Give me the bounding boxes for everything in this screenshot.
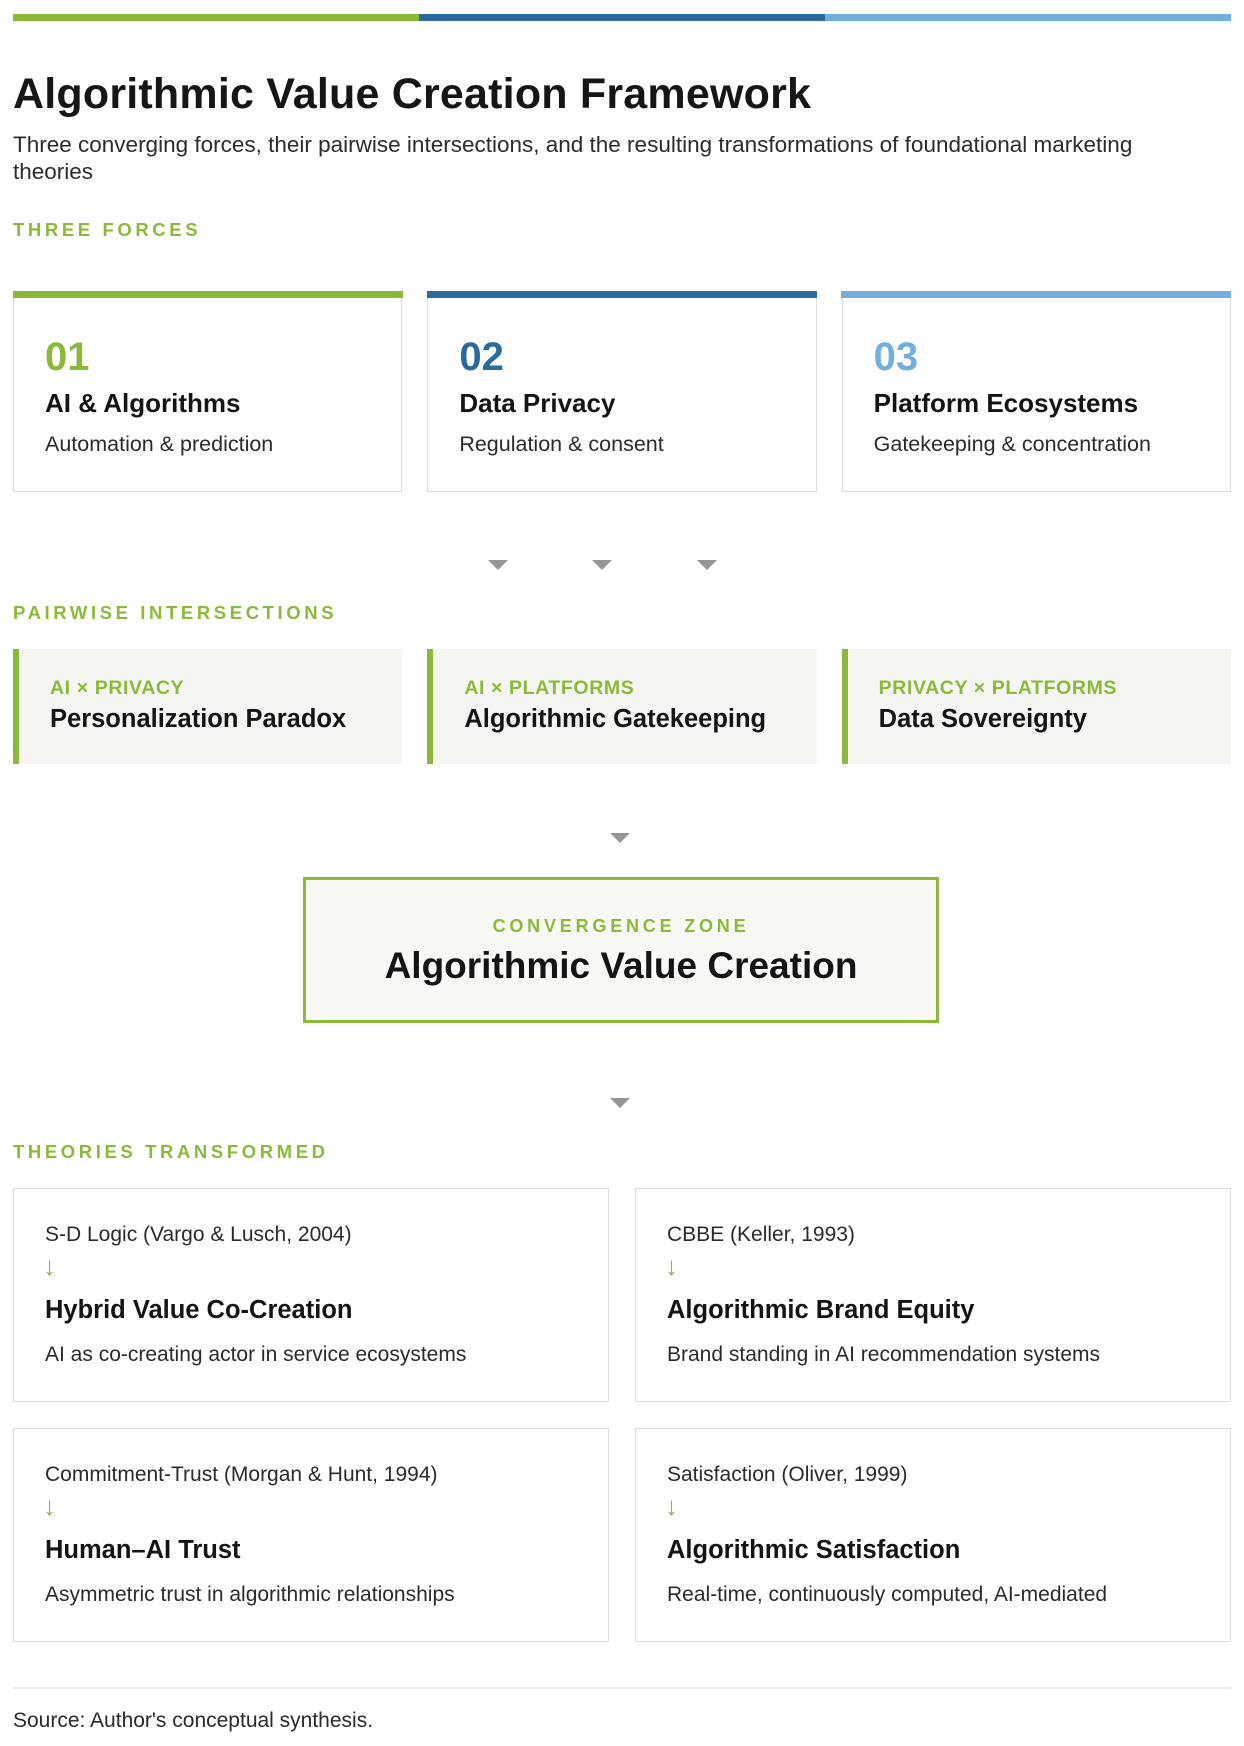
down-arrow-icon: ↓ (43, 1251, 56, 1281)
force-accent-bar (427, 291, 817, 298)
down-triangle-icon (488, 560, 508, 570)
force-number: 03 (873, 335, 919, 379)
theory-desc: Asymmetric trust in algorithmic relationships (45, 1583, 455, 1606)
pair-name: Algorithmic Gatekeeping (464, 705, 767, 733)
force-name: Platform Ecosystems (873, 388, 1139, 418)
force-accent-bar (13, 291, 403, 298)
force-card-ai (13, 291, 402, 492)
pair-tag: AI × PLATFORMS (464, 677, 635, 699)
force-card-privacy (427, 291, 816, 492)
theories-grid (13, 1188, 1231, 1642)
forces-row (13, 291, 1231, 492)
down-triangle-icon (610, 833, 630, 843)
down-triangle-icon (697, 560, 717, 570)
theory-card-sd-logic (13, 1188, 609, 1402)
down-triangle-icon (610, 1098, 630, 1108)
theory-desc: Brand standing in AI recommendation systems (667, 1343, 1101, 1366)
theory-desc: AI as co-creating actor in service ecosystems (45, 1343, 467, 1366)
pair-card-ai-privacy (13, 649, 402, 764)
top-bar-dark-blue (419, 14, 825, 21)
top-color-bar (13, 14, 1231, 21)
force-desc: Gatekeeping & concentration (873, 432, 1151, 456)
section-label-forces: THREE FORCES (13, 219, 202, 240)
down-arrow-icon: ↓ (665, 1491, 678, 1521)
page-subtitle: Three converging forces, their pairwise intersections, and the resulting transformations of foundational marketing theories (13, 132, 1133, 184)
pair-card-privacy-platforms (842, 649, 1231, 764)
theory-original: Satisfaction (Oliver, 1999) (667, 1463, 908, 1486)
down-arrow-icon: ↓ (43, 1491, 56, 1521)
pair-name: Data Sovereignty (878, 705, 1087, 733)
force-number: 02 (459, 335, 504, 379)
theory-desc: Real-time, continuously computed, AI-mediated (667, 1583, 1108, 1606)
top-bar-green (13, 14, 419, 21)
footer-divider (13, 1687, 1231, 1689)
force-accent-bar (841, 291, 1231, 298)
theory-original: S-D Logic (Vargo & Lusch, 2004) (45, 1223, 352, 1246)
theory-new-name: Hybrid Value Co-Creation (45, 1296, 353, 1324)
theory-original: CBBE (Keller, 1993) (667, 1223, 855, 1246)
top-bar-light-blue (825, 14, 1231, 21)
force-desc: Automation & prediction (45, 432, 274, 456)
pair-card-ai-platforms (427, 649, 816, 764)
convergence-zone-box (303, 877, 939, 1023)
pair-name: Personalization Paradox (50, 705, 347, 733)
theory-card-satisfaction (635, 1428, 1231, 1642)
theory-new-name: Algorithmic Brand Equity (667, 1296, 975, 1324)
section-label-theories: THEORIES TRANSFORMED (13, 1141, 329, 1162)
convergence-title: Algorithmic Value Creation (384, 945, 858, 986)
theory-card-cbbe (635, 1188, 1231, 1402)
force-card-platforms (842, 291, 1231, 492)
down-arrow-icon: ↓ (665, 1251, 678, 1281)
force-name: Data Privacy (459, 388, 616, 418)
section-label-pairs: PAIRWISE INTERSECTIONS (13, 602, 338, 623)
theory-original: Commitment-Trust (Morgan & Hunt, 1994) (45, 1463, 438, 1486)
down-triangle-icon (592, 560, 612, 570)
pair-tag: PRIVACY × PLATFORMS (878, 677, 1118, 699)
force-number: 01 (45, 335, 90, 379)
pairs-row (13, 649, 1231, 764)
theory-card-commitment-trust (13, 1428, 609, 1642)
page-title: Algorithmic Value Creation Framework (13, 70, 812, 118)
pair-tag: AI × PRIVACY (50, 677, 185, 699)
theory-new-name: Human–AI Trust (45, 1536, 241, 1564)
force-desc: Regulation & consent (459, 432, 664, 456)
convergence-label: CONVERGENCE ZONE (492, 916, 750, 936)
force-name: AI & Algorithms (45, 388, 241, 418)
source-note: Source: Author's conceptual synthesis. (13, 1709, 374, 1732)
theory-new-name: Algorithmic Satisfaction (667, 1536, 961, 1564)
